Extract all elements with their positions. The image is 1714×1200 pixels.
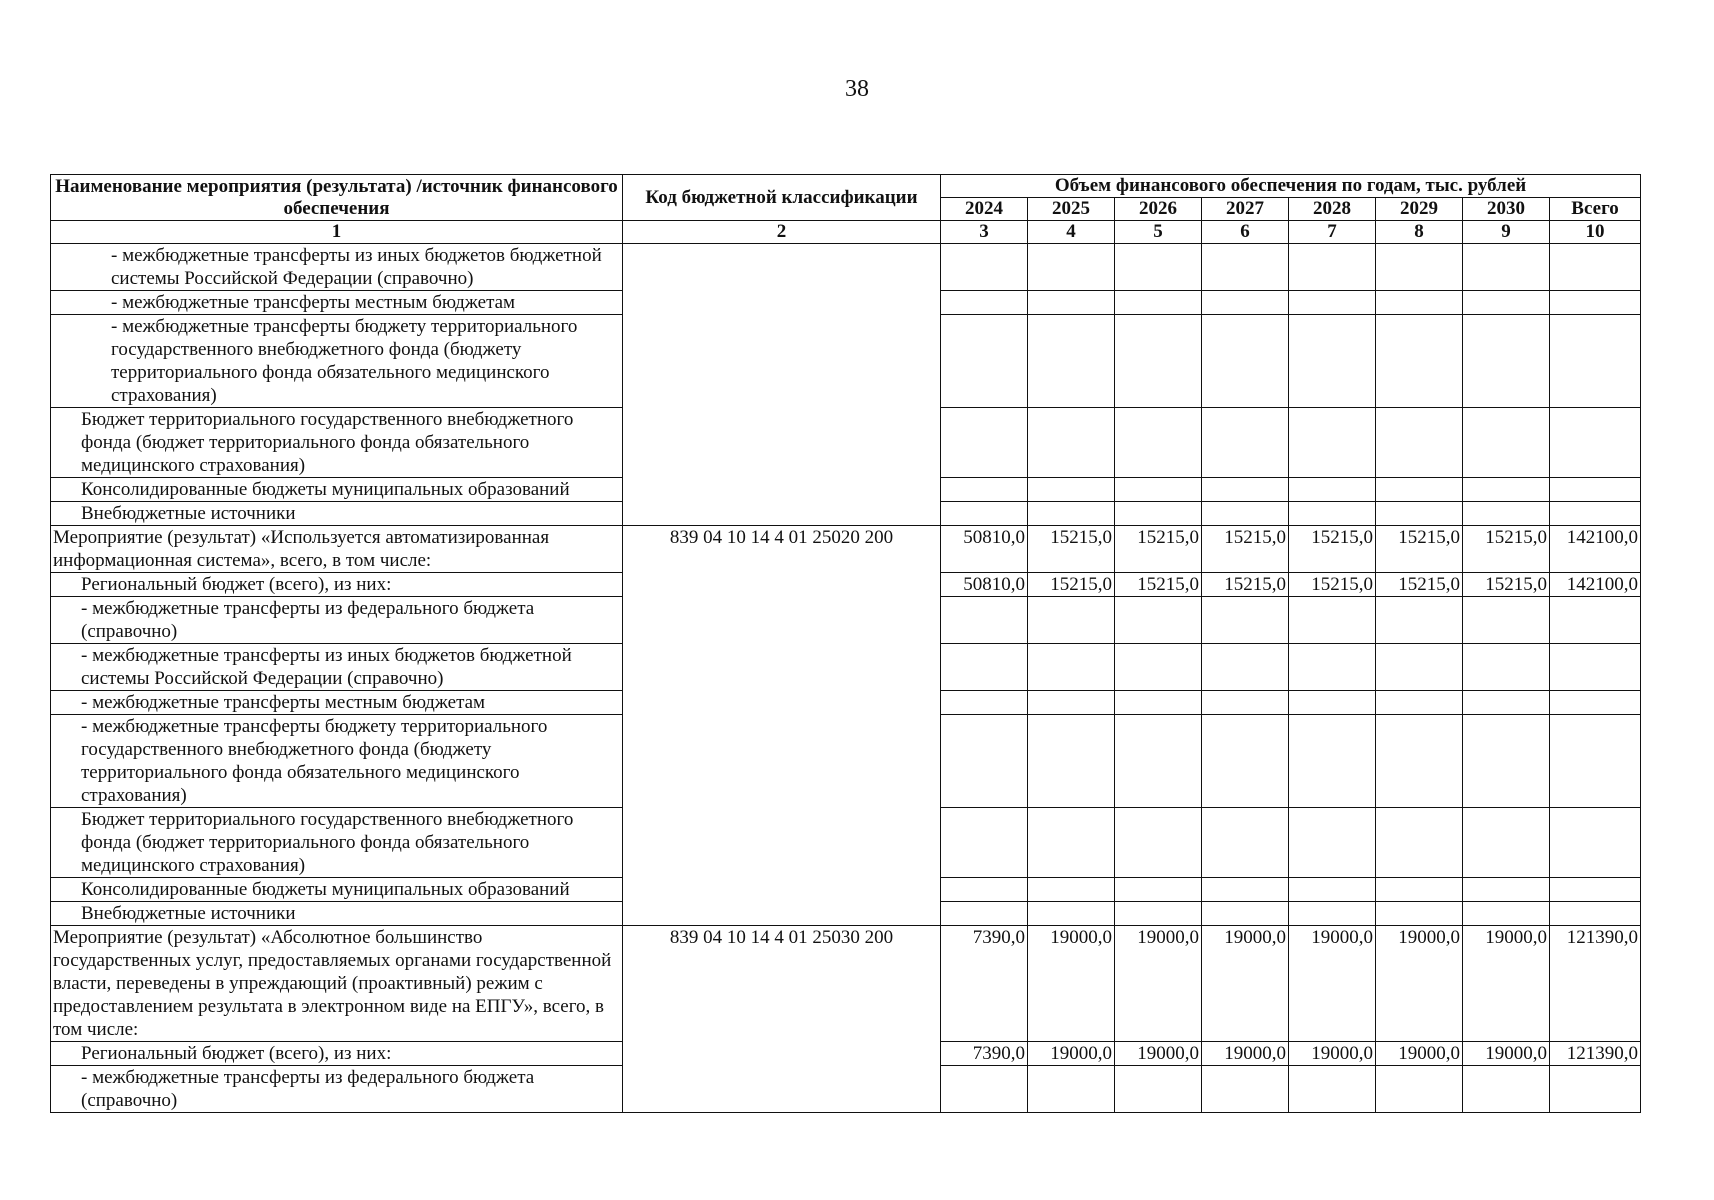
year-value-cell: 15215,0: [1289, 526, 1376, 573]
row-name: Бюджет территориального государственного внебюджетного фонда (бюджет территориального фонда обязательного медицинского страхования): [51, 808, 623, 878]
year-value-cell: [1289, 1066, 1376, 1113]
year-value-cell: 19000,0: [1376, 1042, 1463, 1066]
year-value-cell: [1115, 878, 1202, 902]
year-value-cell: [1115, 644, 1202, 691]
year-value-cell: [1028, 597, 1115, 644]
year-value-cell: [1115, 902, 1202, 926]
year-value-cell: [1028, 244, 1115, 291]
year-value-cell: [1289, 644, 1376, 691]
year-value-cell: [1115, 408, 1202, 478]
year-value-cell: [1376, 597, 1463, 644]
total-cell: [1550, 878, 1641, 902]
row-name: Региональный бюджет (всего), из них:: [51, 1042, 623, 1066]
year-value-cell: 50810,0: [941, 573, 1028, 597]
year-value-cell: 15215,0: [1028, 526, 1115, 573]
year-value-cell: [1202, 478, 1289, 502]
year-value-cell: [1115, 1066, 1202, 1113]
year-value-cell: [1376, 715, 1463, 808]
row-name: - межбюджетные трансферты из иных бюджетов бюджетной системы Российской Федерации (справочно): [51, 644, 623, 691]
row-name: - межбюджетные трансферты из федерального бюджета (справочно): [51, 1066, 623, 1113]
row-name: - межбюджетные трансферты бюджету территориального государственного внебюджетного фонда (бюджету территориального фонда обязательного медицинского страхования): [51, 315, 623, 408]
year-value-cell: [1376, 644, 1463, 691]
year-value-cell: [1028, 902, 1115, 926]
year-value-cell: 19000,0: [1115, 926, 1202, 1042]
year-value-cell: [1028, 502, 1115, 526]
total-cell: 142100,0: [1550, 526, 1641, 573]
year-value-cell: [1115, 315, 1202, 408]
column-number: 2: [623, 221, 941, 244]
year-value-cell: [1289, 808, 1376, 878]
year-value-cell: [1115, 691, 1202, 715]
year-value-cell: [1289, 244, 1376, 291]
year-value-cell: [1202, 808, 1289, 878]
year-value-cell: [941, 644, 1028, 691]
table-row: [51, 244, 1641, 291]
year-value-cell: [941, 902, 1028, 926]
year-value-cell: [1463, 502, 1550, 526]
total-cell: 121390,0: [1550, 1042, 1641, 1066]
row-name: Консолидированные бюджеты муниципальных образований: [51, 478, 623, 502]
year-value-cell: [1028, 315, 1115, 408]
year-value-cell: 50810,0: [941, 526, 1028, 573]
year-value-cell: 15215,0: [1202, 526, 1289, 573]
total-cell: [1550, 715, 1641, 808]
year-value-cell: [1463, 244, 1550, 291]
column-number: 1: [51, 221, 623, 244]
row-name: - межбюджетные трансферты местным бюджетам: [51, 691, 623, 715]
year-value-cell: 19000,0: [1115, 1042, 1202, 1066]
year-value-cell: [1202, 408, 1289, 478]
row-name: Мероприятие (результат) «Абсолютное большинство государственных услуг, предоставляемых органами государственной власти, переведены в упреждающий (проактивный) режим с предоставлением результата в электронном виде на ЕПГУ», всего, в том числе:: [51, 926, 623, 1042]
row-name: - межбюджетные трансферты бюджету территориального государственного внебюджетного фонда (бюджету территориального фонда обязательного медицинского страхования): [51, 715, 623, 808]
budget-table: [50, 174, 1641, 1113]
total-cell: [1550, 808, 1641, 878]
total-cell: [1550, 691, 1641, 715]
year-value-cell: [1463, 478, 1550, 502]
year-value-cell: 7390,0: [941, 1042, 1028, 1066]
year-value-cell: [941, 244, 1028, 291]
year-value-cell: [1463, 691, 1550, 715]
year-value-cell: [1028, 808, 1115, 878]
year-value-cell: 15215,0: [1463, 573, 1550, 597]
total-cell: [1550, 502, 1641, 526]
year-value-cell: [1202, 597, 1289, 644]
year-value-cell: [941, 502, 1028, 526]
header-year: 2029: [1376, 198, 1463, 221]
header-year: 2025: [1028, 198, 1115, 221]
page-number: 38: [845, 76, 869, 102]
year-value-cell: [1463, 408, 1550, 478]
total-cell: [1550, 1066, 1641, 1113]
row-name: - межбюджетные трансферты местным бюджетам: [51, 291, 623, 315]
year-value-cell: [1115, 244, 1202, 291]
header-year: 2030: [1463, 198, 1550, 221]
year-value-cell: 19000,0: [1028, 1042, 1115, 1066]
year-value-cell: 15215,0: [1376, 526, 1463, 573]
year-value-cell: [941, 315, 1028, 408]
table-row: [51, 526, 1641, 573]
row-name: Бюджет территориального государственного внебюджетного фонда (бюджет территориального фонда обязательного медицинского страхования): [51, 408, 623, 478]
year-value-cell: [941, 1066, 1028, 1113]
year-value-cell: [1202, 244, 1289, 291]
year-value-cell: [1463, 1066, 1550, 1113]
year-value-cell: [1289, 902, 1376, 926]
column-number: 9: [1463, 221, 1550, 244]
total-cell: [1550, 478, 1641, 502]
year-value-cell: [1376, 244, 1463, 291]
row-name: - межбюджетные трансферты из федерального бюджета (справочно): [51, 597, 623, 644]
year-value-cell: [1202, 902, 1289, 926]
row-name: Внебюджетные источники: [51, 902, 623, 926]
table-row: [51, 926, 1641, 1042]
header-year: 2024: [941, 198, 1028, 221]
year-value-cell: [1463, 715, 1550, 808]
year-value-cell: 15215,0: [1202, 573, 1289, 597]
header-year: 2027: [1202, 198, 1289, 221]
total-cell: 142100,0: [1550, 573, 1641, 597]
row-name: Консолидированные бюджеты муниципальных образований: [51, 878, 623, 902]
year-value-cell: [1115, 291, 1202, 315]
year-value-cell: [1289, 291, 1376, 315]
year-value-cell: [1028, 478, 1115, 502]
year-value-cell: 15215,0: [1289, 573, 1376, 597]
year-value-cell: [1463, 902, 1550, 926]
header-name: Наименование мероприятия (результата) /источник финансового обеспечения: [51, 175, 623, 221]
year-value-cell: [1028, 644, 1115, 691]
column-number: 7: [1289, 221, 1376, 244]
year-value-cell: [1028, 691, 1115, 715]
year-value-cell: [1115, 502, 1202, 526]
year-value-cell: [1115, 478, 1202, 502]
year-value-cell: [1376, 691, 1463, 715]
year-value-cell: [941, 878, 1028, 902]
year-value-cell: [1376, 808, 1463, 878]
year-value-cell: 19000,0: [1376, 926, 1463, 1042]
year-value-cell: [1376, 502, 1463, 526]
column-number: 5: [1115, 221, 1202, 244]
column-number: 8: [1376, 221, 1463, 244]
header-total: Всего: [1550, 198, 1641, 221]
year-value-cell: [1376, 878, 1463, 902]
year-value-cell: [941, 808, 1028, 878]
year-value-cell: [1463, 315, 1550, 408]
year-value-cell: [941, 408, 1028, 478]
total-cell: [1550, 644, 1641, 691]
total-cell: [1550, 315, 1641, 408]
year-value-cell: 19000,0: [1463, 1042, 1550, 1066]
year-value-cell: [1115, 715, 1202, 808]
year-value-cell: [1463, 644, 1550, 691]
year-value-cell: [1376, 408, 1463, 478]
header-volume: Объем финансового обеспечения по годам, тыс. рублей: [941, 175, 1641, 198]
year-value-cell: 7390,0: [941, 926, 1028, 1042]
year-value-cell: [1463, 291, 1550, 315]
year-value-cell: [1376, 1066, 1463, 1113]
year-value-cell: [1202, 644, 1289, 691]
year-value-cell: 19000,0: [1028, 926, 1115, 1042]
year-value-cell: [1376, 902, 1463, 926]
year-value-cell: [1289, 408, 1376, 478]
year-value-cell: [1028, 291, 1115, 315]
row-name: Мероприятие (результат) «Используется автоматизированная информационная система», всего, в том числе:: [51, 526, 623, 573]
year-value-cell: [1202, 715, 1289, 808]
year-value-cell: [941, 478, 1028, 502]
year-value-cell: 15215,0: [1115, 526, 1202, 573]
year-value-cell: [1028, 1066, 1115, 1113]
year-value-cell: [1028, 408, 1115, 478]
year-value-cell: [941, 715, 1028, 808]
year-value-cell: [1463, 597, 1550, 644]
column-number: 4: [1028, 221, 1115, 244]
year-value-cell: [1463, 878, 1550, 902]
year-value-cell: [1115, 808, 1202, 878]
year-value-cell: 15215,0: [1028, 573, 1115, 597]
year-value-cell: [1376, 291, 1463, 315]
year-value-cell: [1028, 715, 1115, 808]
year-value-cell: [1289, 502, 1376, 526]
column-number: 3: [941, 221, 1028, 244]
year-value-cell: 15215,0: [1463, 526, 1550, 573]
year-value-cell: [1028, 878, 1115, 902]
year-value-cell: [1376, 315, 1463, 408]
column-number: 10: [1550, 221, 1641, 244]
year-value-cell: [1289, 597, 1376, 644]
total-cell: [1550, 408, 1641, 478]
year-value-cell: [1115, 597, 1202, 644]
year-value-cell: [1202, 1066, 1289, 1113]
year-value-cell: 15215,0: [1115, 573, 1202, 597]
year-value-cell: [1289, 691, 1376, 715]
budget-code: 839 04 10 14 4 01 25030 200: [623, 926, 941, 1113]
year-value-cell: 19000,0: [1202, 1042, 1289, 1066]
year-value-cell: 19000,0: [1463, 926, 1550, 1042]
total-cell: [1550, 244, 1641, 291]
year-value-cell: [1376, 478, 1463, 502]
year-value-cell: [1289, 715, 1376, 808]
year-value-cell: [1289, 878, 1376, 902]
year-value-cell: [1202, 291, 1289, 315]
year-value-cell: [941, 597, 1028, 644]
total-cell: [1550, 291, 1641, 315]
year-value-cell: [1202, 691, 1289, 715]
header-code: Код бюджетной классификации: [623, 175, 941, 221]
year-value-cell: [1289, 478, 1376, 502]
row-name: Региональный бюджет (всего), из них:: [51, 573, 623, 597]
year-value-cell: [941, 291, 1028, 315]
row-name: Внебюджетные источники: [51, 502, 623, 526]
year-value-cell: [1202, 878, 1289, 902]
column-number: 6: [1202, 221, 1289, 244]
header-year: 2028: [1289, 198, 1376, 221]
year-value-cell: [1463, 808, 1550, 878]
total-cell: [1550, 902, 1641, 926]
year-value-cell: 19000,0: [1202, 926, 1289, 1042]
year-value-cell: [1289, 315, 1376, 408]
row-name: - межбюджетные трансферты из иных бюджетов бюджетной системы Российской Федерации (справочно): [51, 244, 623, 291]
total-cell: [1550, 597, 1641, 644]
year-value-cell: 15215,0: [1376, 573, 1463, 597]
year-value-cell: 19000,0: [1289, 926, 1376, 1042]
year-value-cell: [1202, 315, 1289, 408]
budget-code: 839 04 10 14 4 01 25020 200: [623, 526, 941, 926]
year-value-cell: [1202, 502, 1289, 526]
header-year: 2026: [1115, 198, 1202, 221]
year-value-cell: [941, 691, 1028, 715]
budget-code: [623, 244, 941, 526]
total-cell: 121390,0: [1550, 926, 1641, 1042]
year-value-cell: 19000,0: [1289, 1042, 1376, 1066]
